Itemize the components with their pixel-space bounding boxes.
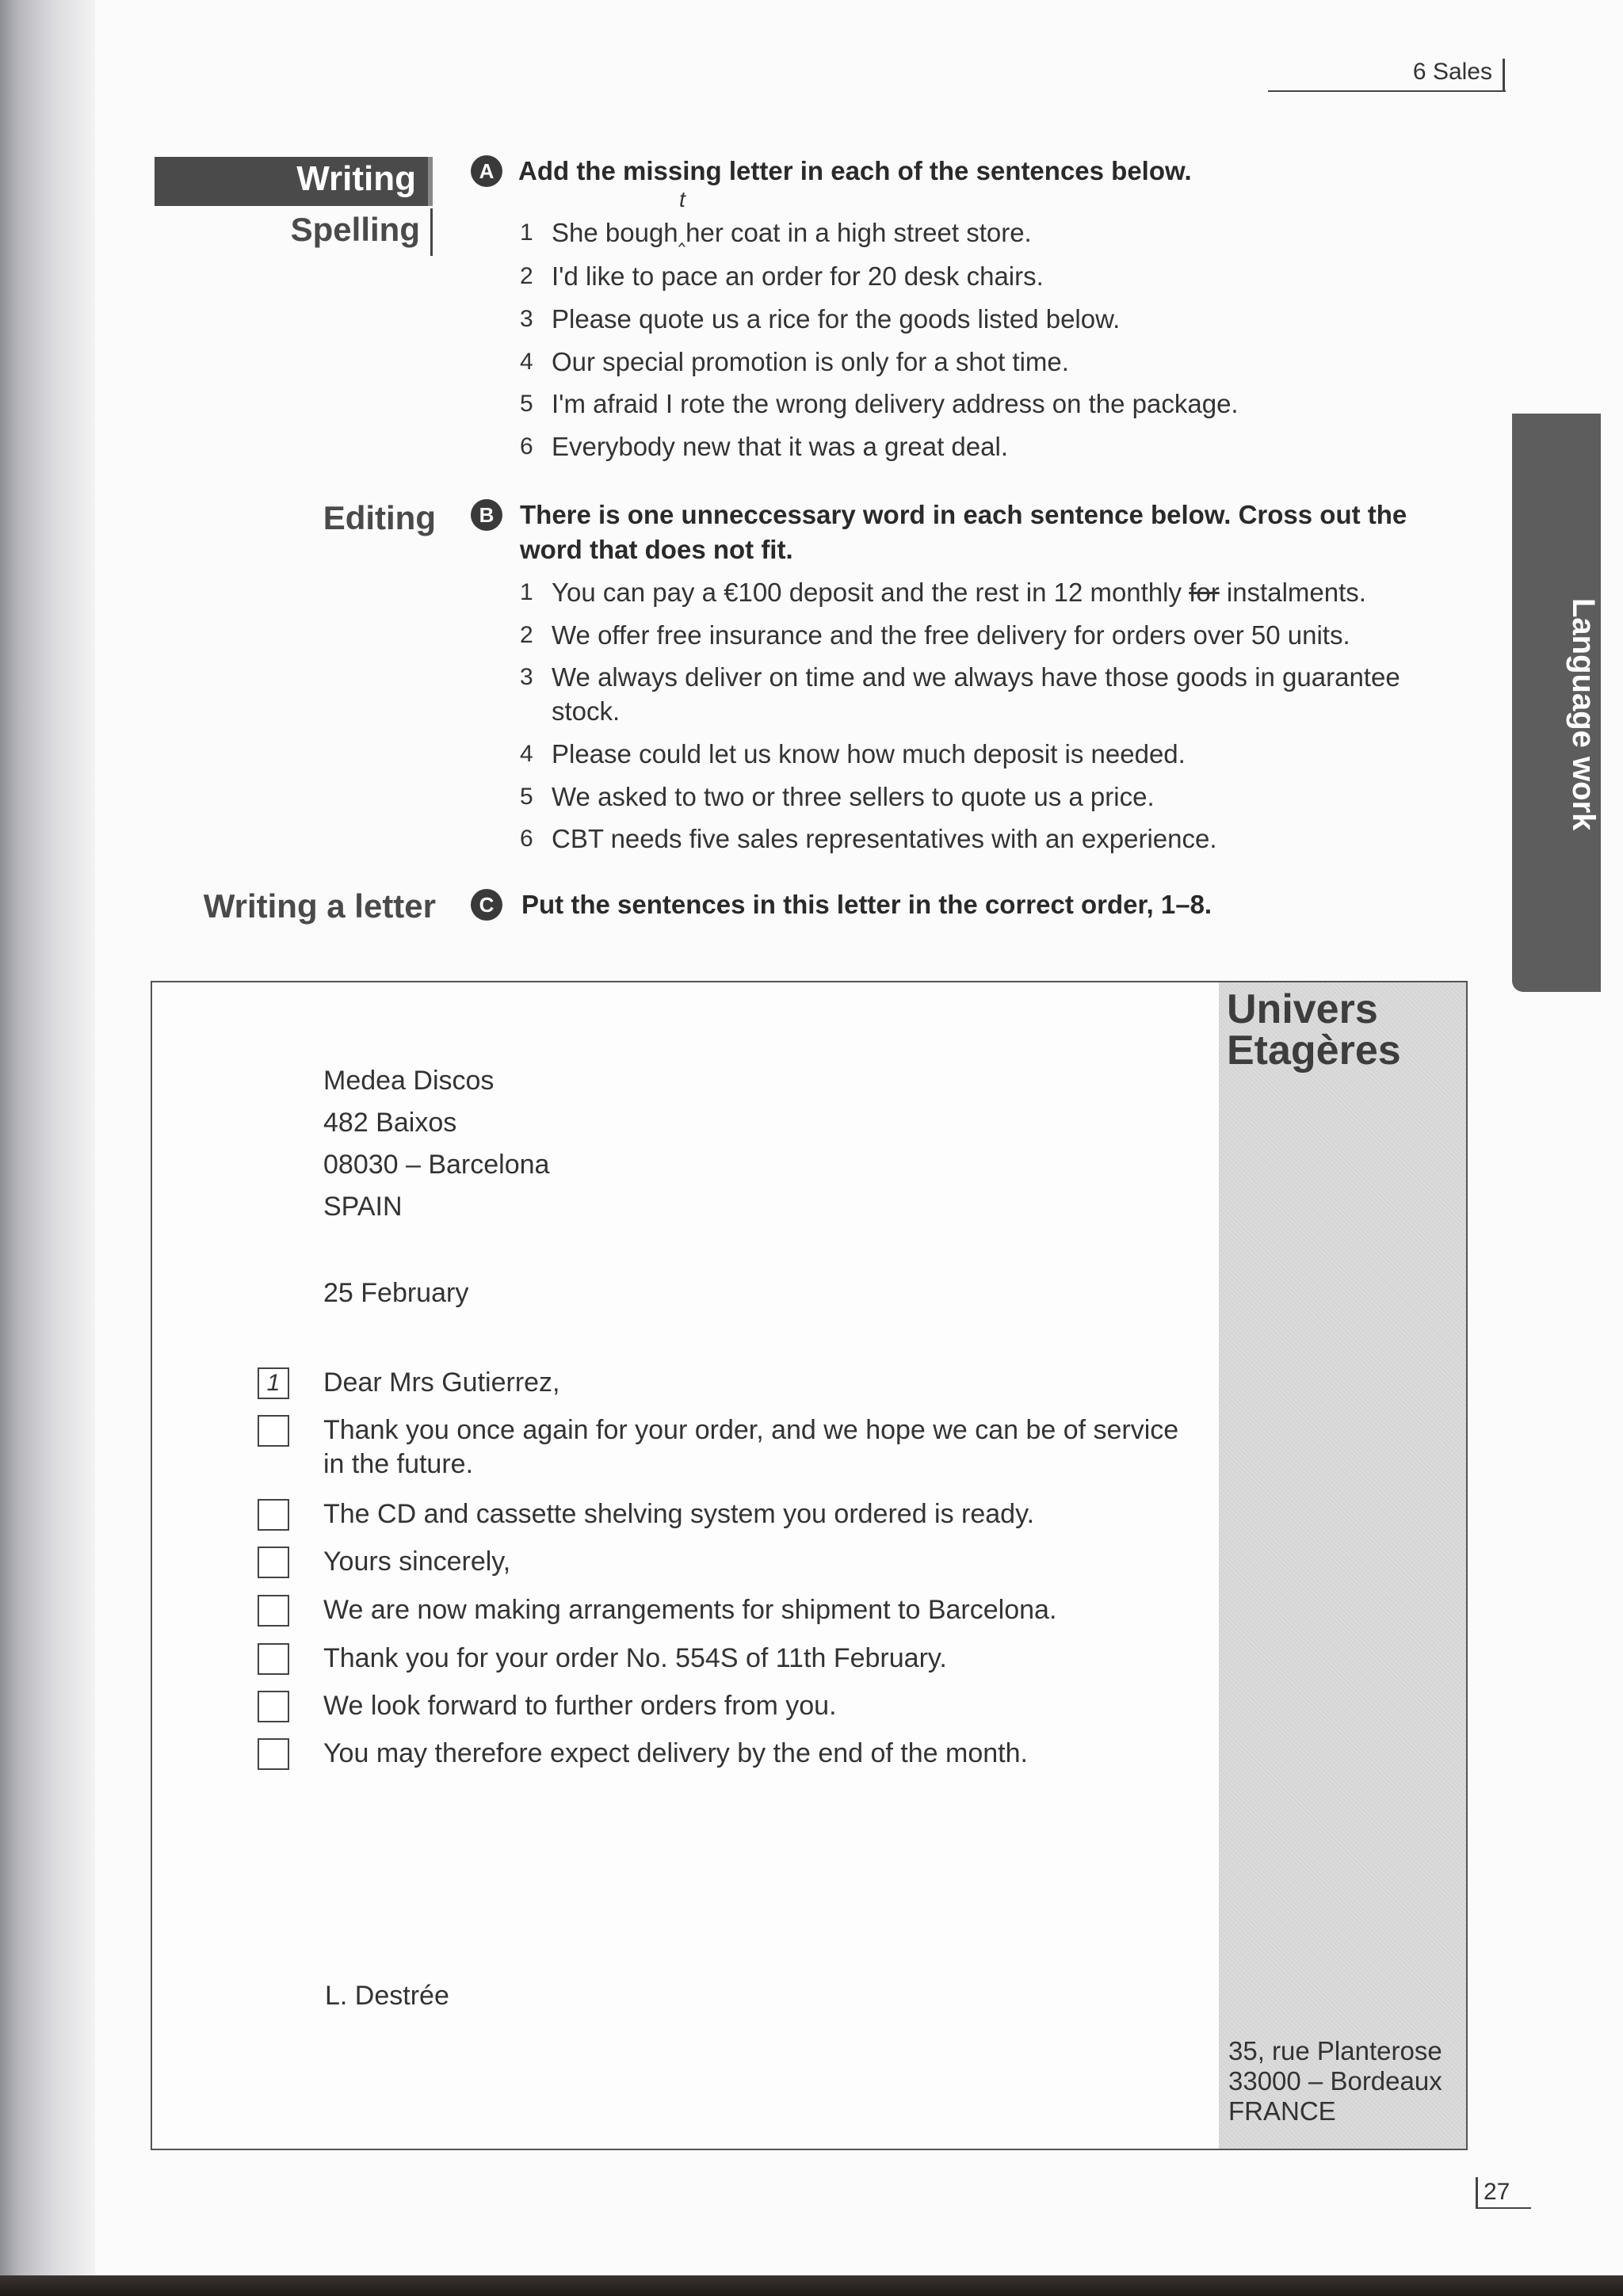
order-box[interactable]: 1 — [258, 1367, 289, 1399]
side-tab-label: Language work — [1566, 598, 1601, 831]
crossed-out-word: for — [1189, 578, 1220, 607]
letter-sentence: The CD and cassette shelving system you ordered is ready. — [323, 1499, 1035, 1529]
letter-sentence: Dear Mrs Gutierrez, — [323, 1367, 560, 1398]
exercise-b-marker: B — [471, 499, 502, 531]
exercise-c-marker: C — [471, 889, 502, 921]
exercise-b-item — [520, 575, 1471, 609]
item-text: Please could let us know how much deposit is needed. — [552, 739, 1186, 769]
order-box[interactable] — [258, 1415, 289, 1447]
exercise-a-item — [520, 345, 1471, 379]
item-number: 1 — [520, 579, 533, 605]
exercise-b-item — [520, 822, 1471, 856]
address-line: 08030 – Barcelona — [323, 1150, 550, 1180]
address-line: 33000 – Bordeaux — [1228, 2066, 1442, 2096]
address-line: SPAIN — [323, 1192, 403, 1222]
item-text: You can pay a €100 deposit and the rest in 12 monthly for instalments. — [552, 578, 1366, 607]
item-number: 3 — [520, 306, 533, 332]
page-edge-shadow — [0, 2275, 1623, 2296]
exercise-b-item — [520, 660, 1471, 728]
correction-caret: ‸ — [678, 222, 686, 246]
header-divider — [1503, 59, 1505, 92]
exercise-a-instruction: Add the missing letter in each of the sentences below. — [518, 156, 1192, 185]
letter-sentence: Thank you for your order No. 554S of 11th February. — [323, 1643, 947, 1673]
exercise-a-item — [520, 259, 1471, 293]
handwritten-correction: t — [679, 187, 685, 212]
address-line: 482 Baixos — [323, 1108, 457, 1138]
item-text: I'm afraid I rote the wrong delivery address on the package. — [552, 389, 1239, 418]
section-label-writing: Writing — [296, 159, 416, 198]
item-text: We offer free insurance and the free delivery for orders over 50 units. — [552, 620, 1350, 650]
address-line: FRANCE — [1228, 2096, 1336, 2126]
spelling-divider — [430, 208, 433, 256]
item-number: 4 — [520, 741, 533, 767]
company-name-line: Univers — [1227, 986, 1378, 1032]
page-number: 27 — [1484, 2179, 1510, 2205]
exercise-c-instruction: Put the sentences in this letter in the correct order, 1–8. — [521, 890, 1212, 919]
exercise-a-marker: A — [471, 155, 502, 187]
order-box[interactable] — [258, 1691, 289, 1722]
item-text: Our special promotion is only for a shot time. — [552, 347, 1069, 376]
exercise-b-item — [520, 780, 1471, 814]
order-box[interactable] — [258, 1547, 289, 1578]
letter-sentence: Thank you once again for your order, and we hope we can be of service in the future. — [323, 1415, 1179, 1479]
letter-date: 25 February — [323, 1278, 469, 1308]
item-number: 5 — [520, 391, 533, 417]
section-label-spelling: Spelling — [290, 211, 420, 248]
item-text: Please quote us a rice for the goods listed below. — [552, 304, 1121, 334]
item-number: 4 — [520, 349, 533, 375]
item-number: 6 — [520, 433, 533, 460]
company-name-line: Etagères — [1227, 1028, 1401, 1074]
letter-sentence: We look forward to further orders from you. — [323, 1691, 837, 1721]
item-text: We asked to two or three sellers to quote us a price. — [552, 782, 1155, 811]
exercise-a-item — [520, 429, 1471, 463]
exercise-a-item — [520, 387, 1471, 421]
item-text: She bough‸her coat in a high street store. — [552, 218, 1032, 247]
item-number: 3 — [520, 664, 533, 690]
item-number: 2 — [520, 622, 533, 648]
exercise-b-item — [520, 618, 1471, 652]
letter-sentence: We are now making arrangements for shipment to Barcelona. — [323, 1595, 1057, 1625]
item-text: I'd like to pace an order for 20 desk chairs. — [552, 261, 1044, 291]
exercise-a-item — [520, 215, 1471, 250]
header-rule — [1268, 90, 1506, 92]
item-number: 2 — [520, 263, 533, 289]
exercise-b-instruction: There is one unneccessary word in each sentence below. Cross out the word that does not fit. — [520, 500, 1407, 564]
order-box[interactable] — [258, 1499, 289, 1531]
letterhead-panel — [1219, 982, 1466, 2149]
recipient-address — [323, 1060, 549, 1228]
exercise-a-item — [520, 302, 1471, 336]
signature: L. Destrée — [325, 1981, 449, 2011]
company-name — [1227, 986, 1465, 1074]
order-box[interactable] — [258, 1738, 289, 1770]
footer-rule — [1476, 2207, 1531, 2209]
item-text: Everybody new that it was a great deal. — [552, 432, 1008, 461]
letter-sentence: You may therefore expect delivery by the end of the month. — [323, 1738, 1028, 1768]
item-text: CBT needs five sales representatives with an experience. — [552, 824, 1217, 853]
exercise-b-item — [520, 737, 1471, 771]
letter-sentence: Yours sincerely, — [323, 1547, 511, 1577]
section-label-editing: Editing — [323, 499, 436, 536]
section-label-writing-a-letter: Writing a letter — [203, 887, 436, 925]
item-number: 1 — [520, 219, 533, 246]
item-number: 6 — [520, 826, 533, 852]
address-line: Medea Discos — [323, 1066, 495, 1096]
page-binding-shadow — [0, 0, 95, 2296]
footer-divider — [1476, 2177, 1478, 2209]
order-box[interactable] — [258, 1643, 289, 1675]
address-line: 35, rue Planterose — [1228, 2036, 1442, 2065]
writing-label-bar-edge — [428, 157, 433, 206]
running-header: 6 Sales — [1412, 59, 1492, 85]
item-text: We always deliver on time and we always have those goods in guarantee stock. — [552, 662, 1400, 726]
item-number: 5 — [520, 784, 533, 810]
order-box[interactable] — [258, 1595, 289, 1627]
company-address — [1228, 2036, 1442, 2126]
